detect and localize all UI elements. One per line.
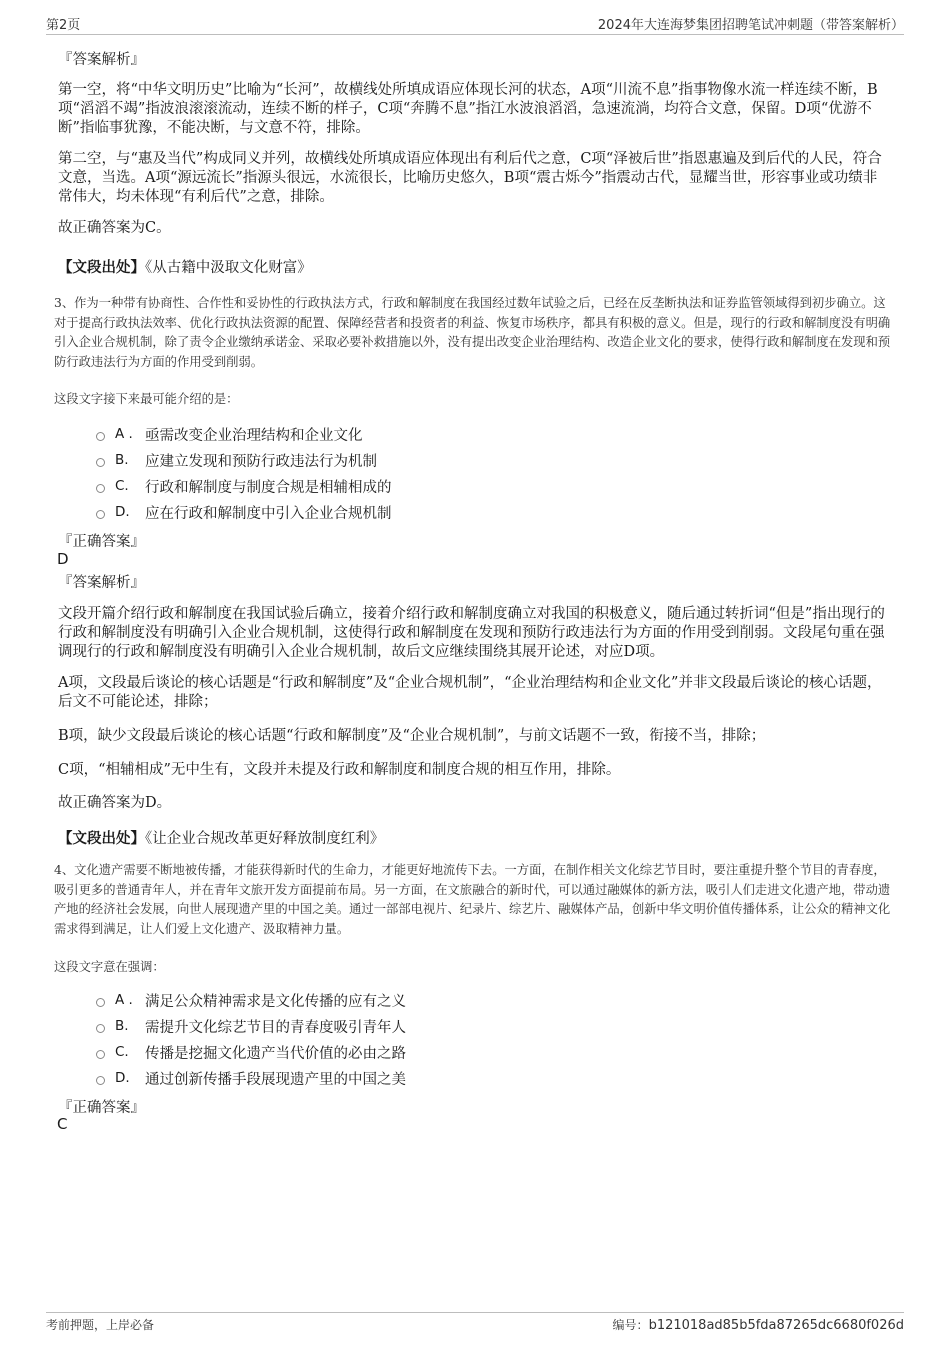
option-d[interactable] [96,1068,406,1088]
option-text: 需提升文化综艺节目的青春度吸引青年人 [145,1019,406,1036]
radio-button[interactable] [96,510,105,519]
radio-button[interactable] [96,432,105,441]
option-text: 行政和解制度与制度合规是相辅相成的 [145,479,392,496]
option-letter: A . [115,992,133,1008]
option-b[interactable] [96,450,377,470]
option-a[interactable] [96,990,406,1010]
option-a[interactable] [96,424,363,444]
analysis-paragraph: 第一空，将“中华文明历史”比喻为“长河”，故横线处所填成语应体现长河的状态，A项“川流不息”指事物像水流一样连续不断，B项“滔滔不竭”指波浪滚滚流动，连续不断的样子，C项“奔腾不息”指江水波浪滔滔，急速流淌，均符合文意，保留。D项“优游不断”指临事犹豫，不能决断，与文意不符，排除。 [58,82,878,136]
option-b[interactable] [96,1016,406,1036]
option-letter: B. [115,1018,129,1034]
option-letter: D. [115,504,130,520]
analysis-paragraph: C项，“相辅相成”无中生有，文段并未提及行政和解制度和制度合规的相互作用，排除。 [58,762,621,778]
option-text: 应建立发现和预防行政违法行为机制 [145,453,377,470]
radio-button[interactable] [96,484,105,493]
source-label: 【文段出处】 [58,259,145,276]
correct-answer: D [57,550,69,568]
serial-label: 编号： [612,1318,649,1332]
radio-button[interactable] [96,998,105,1007]
option-letter: D. [115,1070,130,1086]
option-d[interactable] [96,502,392,522]
analysis-paragraph: B项，缺少文段最后谈论的核心话题“行政和解制度”及“企业合规机制”，与前文话题不一致，衔接不当，排除； [58,728,766,744]
analysis-label: 『答案解析』 [58,52,145,68]
option-text: 传播是挖掘文化遗产当代价值的必由之路 [145,1045,406,1062]
analysis-conclusion: 故正确答案为D。 [58,795,172,811]
option-text: 满足公众精神需求是文化传播的应有之义 [145,993,406,1010]
option-text: 通过创新传播手段展现遗产里的中国之美 [145,1071,406,1088]
radio-button[interactable] [96,458,105,467]
option-c[interactable] [96,1042,406,1062]
option-text: 应在行政和解制度中引入企业合规机制 [145,505,392,522]
source-citation [58,256,312,277]
analysis-conclusion: 故正确答案为C。 [58,220,171,236]
document-title: 2024年大连海梦集团招聘笔试冲刺题（带答案解析） [597,18,904,33]
page-header [46,14,904,35]
question-text: 3、作为一种带有协商性、合作性和妥协性的行政执法方式，行政和解制度在我国经过数年试验之后，已经在反垄断执法和证券监管领域得到初步确立。这对于提高行政执法效率、优化行政执法资源的配置、保障经营者和投资者的利益、恢复市场秩序，都具有积极的意义。但是，现行的行政和解制度没有明确引入企业合规机制，除了责令企业缴纳承诺金、采取必要补救措施以外，没有提出改变企业治理结构、改造企业文化的要求，使得行政和解制度在发现和预防行政违法行为方面的作用受到削弱。 [54,296,891,369]
source-title: 《让企业合规改革更好释放制度红利》 [145,831,385,847]
document-serial [613,1316,904,1333]
analysis-paragraph: A项，文段最后谈论的核心话题是“行政和解制度”及“企业合规机制”，“企业治理结构和企业文化”并非文段最后谈论的核心话题，后文不可能论述，排除； [58,675,882,710]
source-citation [58,827,384,848]
correct-answer: C [57,1115,68,1133]
page-footer [46,1312,904,1335]
radio-button[interactable] [96,1050,105,1059]
analysis-paragraph: 第二空，与“惠及当代”构成同义并列，故横线处所填成语应体现出有利后代之意，C项“泽被后世”指恩惠遍及到后代的人民，符合文意，当选。A项“源远流长”指源头很远，水流很长，比喻历史悠久，B项“震古烁今”指震动古代，显耀当世，形容事业或功绩非常伟大，均未体现“有利后代”之意，排除。 [58,151,882,205]
footer-slogan: 考前押题，上岸必备 [46,1318,155,1332]
source-label: 【文段出处】 [58,830,145,847]
analysis-label: 『答案解析』 [58,575,145,591]
option-letter: B. [115,452,129,468]
option-letter: C. [115,478,129,494]
page-number: 第2页 [46,18,81,33]
radio-button[interactable] [96,1076,105,1085]
question-prompt: 这段文字意在强调： [54,960,165,974]
option-c[interactable] [96,476,392,496]
correct-answer-label: 『正确答案』 [58,534,145,550]
source-title: 《从古籍中汲取文化财富》 [145,260,312,276]
option-text: 亟需改变企业治理结构和企业文化 [145,427,363,444]
option-letter: C. [115,1044,129,1060]
correct-answer-label: 『正确答案』 [58,1100,145,1116]
question-text: 4、文化遗产需要不断地被传播，才能获得新时代的生命力，才能更好地流传下去。一方面，在制作相关文化综艺节目时，要注重提升整个节目的青春度，吸引更多的普通青年人，并在青年文旅开发方面提前布局。另一方面，在文旅融合的新时代，可以通过融媒体的新方法，吸引人们走进文化遗产地，带动遗产地的经济社会发展，向世人展现遗产里的中国之美。通过一部部电视片、纪录片、综艺片、融媒体产品，创新中华文明价值传播体系，让公众的精神文化需求得到满足，让人们爱上文化遗产、汲取精神力量。 [54,863,891,936]
serial-number: b121018ad85b5fda87265dc6680f026d [648,1318,904,1333]
option-letter: A . [115,426,133,442]
radio-button[interactable] [96,1024,105,1033]
question-prompt: 这段文字接下来最可能介绍的是： [54,392,239,406]
analysis-paragraph: 文段开篇介绍行政和解制度在我国试验后确立，接着介绍行政和解制度确立对我国的积极意义，随后通过转折词“但是”指出现行的行政和解制度没有明确引入企业合规机制，这使得行政和解制度在发现和预防行政违法行为方面的作用受到削弱。文段尾句重在强调现行的行政和解制度没有明确引入企业合规机制，故后文应继续围绕其展开论述，对应D项。 [58,606,885,660]
